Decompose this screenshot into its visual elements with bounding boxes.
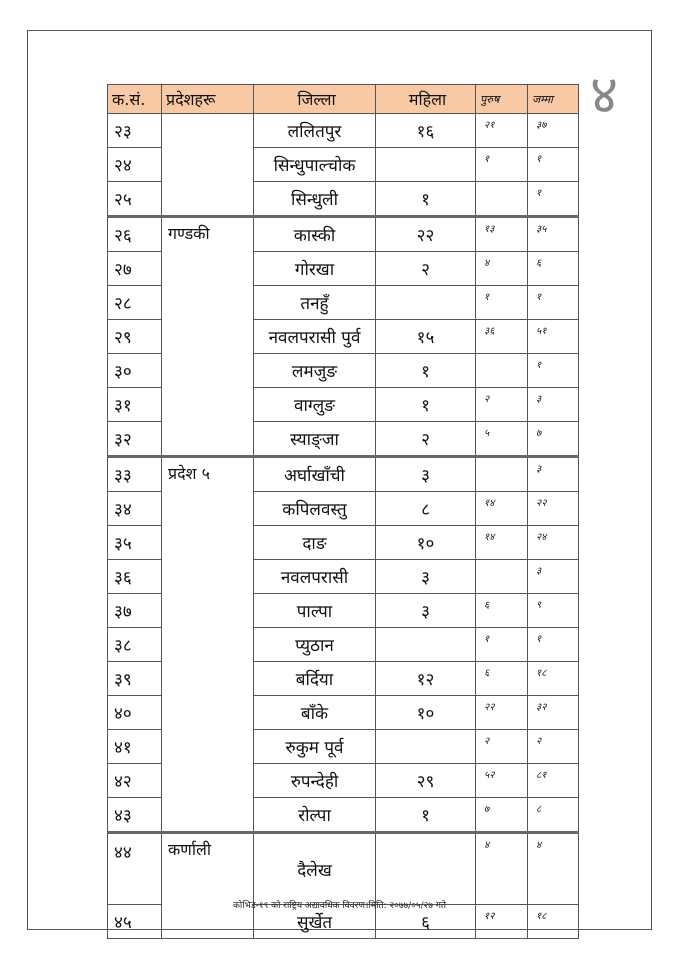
row-sn: २३ (108, 114, 162, 148)
row-sn: ४४ (108, 833, 162, 905)
row-female (376, 628, 476, 662)
row-total: ८१ (528, 764, 579, 798)
row-sn: २९ (108, 320, 162, 354)
row-female (376, 148, 476, 182)
row-district: वाग्लुङ (254, 388, 376, 422)
row-male: ५२ (476, 764, 528, 798)
row-sn: ३० (108, 354, 162, 388)
row-female (376, 833, 476, 905)
row-total: ३ (528, 560, 579, 594)
row-district: सुर्खेत (254, 905, 376, 939)
row-male (476, 182, 528, 217)
row-sn: ३८ (108, 628, 162, 662)
row-male: ४ (476, 833, 528, 905)
row-male: २१ (476, 114, 528, 148)
row-male: १ (476, 148, 528, 182)
row-district: गोरखा (254, 252, 376, 286)
row-sn: ४० (108, 696, 162, 730)
row-total: १ (528, 628, 579, 662)
row-sn: ३५ (108, 526, 162, 560)
page-footer: कोभिड-१९ को राष्ट्रिय अद्यावधिक विवरण।मिति: २०७७/०५/२७ गते (232, 901, 447, 911)
row-sn: ३३ (108, 457, 162, 492)
table-header-row (108, 85, 579, 114)
row-district: सिन्धुपाल्चोक (254, 148, 376, 182)
row-sn: २६ (108, 217, 162, 252)
row-male: ६ (476, 662, 528, 696)
row-female: १५ (376, 320, 476, 354)
row-district: प्युठान (254, 628, 376, 662)
row-district: तनहुँ (254, 286, 376, 320)
district-table (107, 84, 579, 939)
row-district: बाँके (254, 696, 376, 730)
row-province: गण्डकी (162, 217, 254, 457)
row-province (162, 114, 254, 217)
row-male: ५ (476, 422, 528, 457)
row-sn: ३१ (108, 388, 162, 422)
row-male: १४ (476, 492, 528, 526)
row-total: १८ (528, 662, 579, 696)
row-male (476, 560, 528, 594)
row-district: नवलपरासी (254, 560, 376, 594)
row-district: लमजुङ (254, 354, 376, 388)
row-district: बर्दिया (254, 662, 376, 696)
row-female: ६ (376, 905, 476, 939)
row-total: १ (528, 286, 579, 320)
row-district: अर्घाखाँची (254, 457, 376, 492)
row-male: २२ (476, 696, 528, 730)
header-sn: क.सं. (108, 85, 162, 114)
row-female: १ (376, 798, 476, 833)
row-sn: ४५ (108, 905, 162, 939)
row-district: पाल्पा (254, 594, 376, 628)
row-female: ३ (376, 457, 476, 492)
row-male: ३६ (476, 320, 528, 354)
row-district: दाङ (254, 526, 376, 560)
row-total: ७ (528, 422, 579, 457)
row-male (476, 354, 528, 388)
row-district: कास्की (254, 217, 376, 252)
row-female: १० (376, 696, 476, 730)
row-male: ७ (476, 798, 528, 833)
row-male: २ (476, 388, 528, 422)
header-province: प्रदेशहरू (162, 85, 254, 114)
row-female (376, 286, 476, 320)
row-sn: ३२ (108, 422, 162, 457)
row-sn: ४१ (108, 730, 162, 764)
row-sn: ३६ (108, 560, 162, 594)
header-male: पुरुष (476, 85, 528, 114)
row-female: १ (376, 354, 476, 388)
row-district: कपिलवस्तु (254, 492, 376, 526)
row-male (476, 457, 528, 492)
row-province: प्रदेश ५ (162, 457, 254, 833)
row-total: ३७ (528, 114, 579, 148)
row-district: रुपन्देही (254, 764, 376, 798)
row-sn: ३४ (108, 492, 162, 526)
page-number: ४ (590, 63, 619, 126)
row-province: कर्णाली (162, 833, 254, 939)
row-total: ३५ (528, 217, 579, 252)
row-total: ८ (528, 798, 579, 833)
row-sn: २४ (108, 148, 162, 182)
row-district: ललितपुर (254, 114, 376, 148)
row-district: नवलपरासी पुर्व (254, 320, 376, 354)
row-total: ५१ (528, 320, 579, 354)
table-row (108, 114, 579, 148)
header-female: महिला (376, 85, 476, 114)
row-total: ३२ (528, 696, 579, 730)
row-female: १२ (376, 662, 476, 696)
row-total: १ (528, 354, 579, 388)
row-total: २२ (528, 492, 579, 526)
row-male: ६ (476, 594, 528, 628)
row-male: १४ (476, 526, 528, 560)
row-total: ४ (528, 833, 579, 905)
row-male: १ (476, 628, 528, 662)
row-total: २ (528, 730, 579, 764)
table-row (108, 457, 579, 492)
row-sn: ४२ (108, 764, 162, 798)
table-row (108, 217, 579, 252)
row-sn: २८ (108, 286, 162, 320)
row-total: ६ (528, 252, 579, 286)
row-female: ३ (376, 560, 476, 594)
row-male: १३ (476, 217, 528, 252)
row-female (376, 730, 476, 764)
row-total: ३ (528, 457, 579, 492)
row-district: सिन्धुली (254, 182, 376, 217)
row-sn: २५ (108, 182, 162, 217)
row-male: २ (476, 730, 528, 764)
row-district: स्याङ्जा (254, 422, 376, 457)
row-female: २२ (376, 217, 476, 252)
row-female: १ (376, 182, 476, 217)
row-sn: ३७ (108, 594, 162, 628)
row-total: १ (528, 148, 579, 182)
row-female: १६ (376, 114, 476, 148)
row-district: दैलेख (254, 833, 376, 905)
row-district: रुकुम पूर्व (254, 730, 376, 764)
row-female: २९ (376, 764, 476, 798)
header-district: जिल्ला (254, 85, 376, 114)
row-sn: ४३ (108, 798, 162, 833)
row-female: ८ (376, 492, 476, 526)
header-total: जम्मा (528, 85, 579, 114)
row-sn: २७ (108, 252, 162, 286)
row-total: ९ (528, 594, 579, 628)
row-male: १ (476, 286, 528, 320)
row-district: रोल्पा (254, 798, 376, 833)
row-female: २ (376, 252, 476, 286)
row-sn: ३९ (108, 662, 162, 696)
row-female: ३ (376, 594, 476, 628)
row-total: १ (528, 182, 579, 217)
row-total: २४ (528, 526, 579, 560)
row-female: २ (376, 422, 476, 457)
row-male: ४ (476, 252, 528, 286)
row-male: १२ (476, 905, 528, 939)
row-female: १० (376, 526, 476, 560)
row-total: ३ (528, 388, 579, 422)
table-row (108, 833, 579, 905)
row-female: १ (376, 388, 476, 422)
row-total: १८ (528, 905, 579, 939)
